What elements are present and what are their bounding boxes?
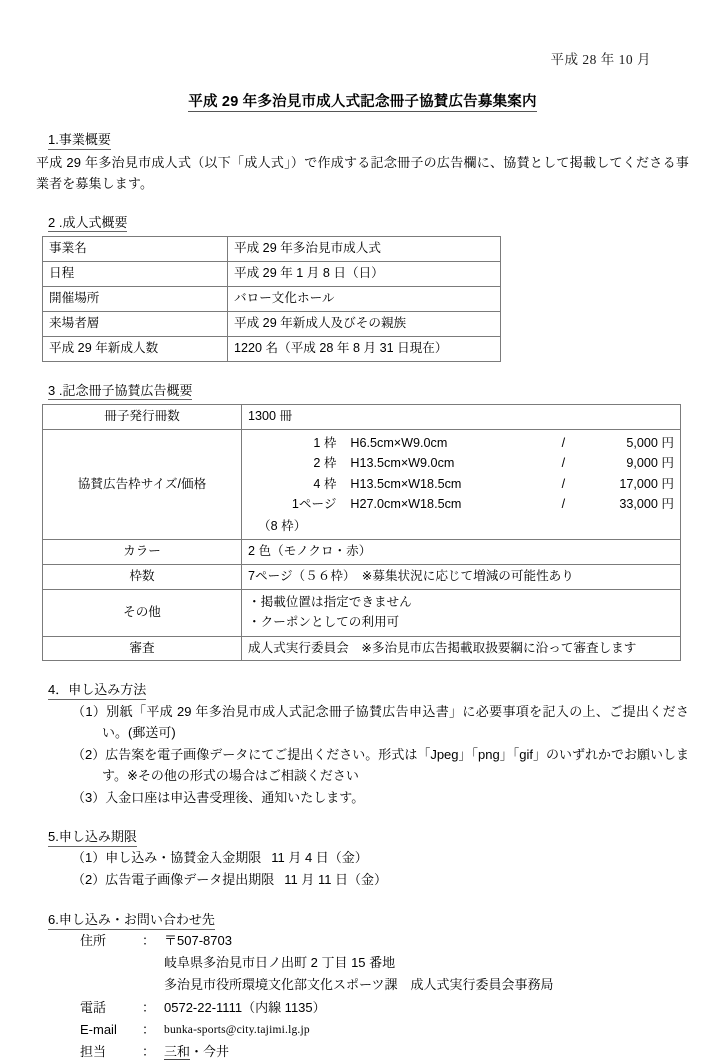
row-key: 冊子発行冊数 (43, 405, 242, 430)
table-row-review (43, 636, 681, 661)
row-key: その他 (43, 589, 242, 636)
row-value: 7ページ（５６枠） ※募集状況に応じて増減の可能性あり (242, 564, 681, 589)
price-label: 1 枠 (313, 436, 337, 451)
price-amount: 17,000 円 (619, 476, 674, 491)
section-4-heading: 4．申し込み方法 (48, 681, 146, 700)
deadline-label: （1）申し込み・協賛金入金期限 (72, 849, 262, 865)
row-key: 日程 (43, 262, 228, 287)
row-value: バロー文化ホール (228, 286, 501, 311)
section-application-method (36, 681, 689, 808)
section-3-heading: 3 .記念冊子協賛広告概要 (48, 382, 192, 401)
price-label: 4 枠 (313, 476, 337, 491)
price-size: H13.5cm×W18.5cm (350, 476, 462, 491)
application-method-list (36, 701, 689, 808)
document-date-header: 平成 28 年 10 月 (550, 52, 651, 67)
contact-label: 担当 (80, 1044, 107, 1060)
row-key: カラー (43, 540, 242, 565)
table-row-print-count (43, 405, 681, 430)
contact-value: 0572-22-1111（内線 1135） (164, 999, 326, 1015)
contact-colon: ： (142, 1044, 156, 1060)
list-item: （3）入金口座は申込書受理後、通知いたします。 (72, 790, 365, 806)
section-deadlines (36, 828, 689, 891)
row-value (242, 430, 681, 540)
deadline-date: 11 月 11 日（金） (284, 871, 388, 887)
price-size: H6.5cm×W9.0cm (350, 436, 448, 451)
contact-row-phone (80, 997, 689, 1019)
contact-row-address (80, 930, 689, 952)
price-amount: 5,000 円 (626, 436, 674, 451)
page-title-text: 平成 29 年多治見市成人式記念冊子協賛広告募集案内 (188, 94, 537, 110)
deadline-item (72, 847, 689, 869)
row-key: 平成 29 年新成人数 (43, 336, 228, 361)
row-value: 2 色（モノクロ・赤） (242, 540, 681, 565)
contact-label: E-mail (80, 1021, 117, 1037)
table-row (43, 262, 501, 287)
price-amount: 33,000 円 (619, 497, 674, 512)
contact-value (164, 1041, 689, 1063)
contact-colon: ： (142, 1021, 156, 1037)
contact-label: 住所 (80, 932, 107, 948)
section-contact (36, 911, 689, 1064)
section-ad-overview (36, 382, 689, 662)
row-value: 平成 29 年 1 月 8 日（日） (228, 262, 501, 287)
table-row (43, 336, 501, 361)
row-value (242, 589, 681, 636)
row-key: 来場者層 (43, 311, 228, 336)
price-separator: / (561, 436, 566, 451)
row-key: 事業名 (43, 237, 228, 262)
contact-colon: ： (142, 932, 156, 948)
contact-label: 電話 (80, 999, 107, 1015)
row-value: 1220 名（平成 28 年 8 月 31 日現在） (228, 336, 501, 361)
section-business-overview (36, 131, 689, 194)
row-value: 1300 冊 (242, 405, 681, 430)
page-title (36, 90, 689, 111)
row-key: 協賛広告枠サイズ/価格 (43, 430, 242, 540)
list-item: （1）別紙「平成 29 年多治見市成人式記念冊子協賛広告申込書」に必要事項を記入の上、ご提出ください。(郵送可) (72, 704, 689, 741)
row-key: 開催場所 (43, 286, 228, 311)
table-row-price (43, 430, 681, 540)
deadline-date: 11 月 4 日（金） (271, 849, 368, 865)
contact-address-line2: 岐阜県多治見市日ノ出町 2 丁目 15 番地 (164, 954, 396, 970)
price-label: 2 枠 (313, 456, 337, 471)
section-1-body: 平成 29 年多治見市成人式（以下「成人式」）で作成する記念冊子の広告欄に、協賛として掲載してくださる事業者を募集します。 (36, 154, 689, 191)
price-label: 1ページ (291, 497, 337, 512)
contact-row-email (80, 1019, 689, 1041)
contact-address-line3: 多治見市役所環境文化部文化スポーツ課 成人式実行委員会事務局 (164, 977, 554, 993)
contact-value: 〒507-8703 (164, 932, 232, 948)
section-ceremony-overview (36, 214, 689, 362)
price-separator: / (561, 497, 566, 512)
table-row-color (43, 540, 681, 565)
table-row-other (43, 589, 681, 636)
price-row (248, 474, 674, 494)
other-line: ・クーポンとしての利用可 (248, 615, 400, 630)
price-row (248, 494, 674, 514)
section-6-heading: 6.申し込み・お問い合わせ先 (48, 911, 215, 930)
table-row (43, 237, 501, 262)
section-2-heading: 2 .成人式概要 (48, 214, 127, 233)
other-line: ・掲載位置は指定できません (248, 594, 412, 609)
row-key: 審査 (43, 636, 242, 661)
contact-person-primary: 三和 (164, 1044, 191, 1060)
price-separator: / (561, 456, 566, 471)
section-5-heading: 5.申し込み期限 (48, 828, 137, 847)
price-size: H27.0cm×W18.5cm (350, 497, 462, 512)
contact-block (80, 930, 689, 1064)
section-1-heading: 1.事業概要 (48, 131, 111, 150)
contact-email-value[interactable]: bunka-sports@city.tajimi.lg.jp (164, 1023, 310, 1036)
price-row (248, 433, 674, 453)
row-value: 成人式実行委員会 ※多治見市広告掲載取扱要綱に沿って審査します (242, 636, 681, 661)
row-key: 枠数 (43, 564, 242, 589)
price-separator: / (561, 476, 566, 491)
price-size: H13.5cm×W9.0cm (350, 456, 455, 471)
row-value: 平成 29 年多治見市成人式 (228, 237, 501, 262)
contact-colon: ： (142, 999, 156, 1015)
price-amount: 9,000 円 (626, 456, 674, 471)
deadline-item (72, 869, 689, 891)
contact-row-person (80, 1041, 689, 1063)
ceremony-overview-table (42, 236, 501, 361)
contact-person-secondary: ・今井 (190, 1044, 230, 1060)
ad-overview-table (42, 404, 681, 661)
price-row (248, 453, 674, 473)
table-row (43, 286, 501, 311)
price-footnote: （8 枠） (258, 518, 307, 533)
price-list (248, 433, 674, 515)
list-item: （2）広告案を電子画像データにてご提出ください。形式は「Jpeg」「png」「gif」のいずれかでお願いします。※その他の形式の場合はご相談ください (72, 747, 689, 784)
table-row (43, 311, 501, 336)
deadline-label: （2）広告電子画像データ提出期限 (72, 871, 275, 887)
row-value: 平成 29 年新成人及びその親族 (228, 311, 501, 336)
table-row-frames (43, 564, 681, 589)
